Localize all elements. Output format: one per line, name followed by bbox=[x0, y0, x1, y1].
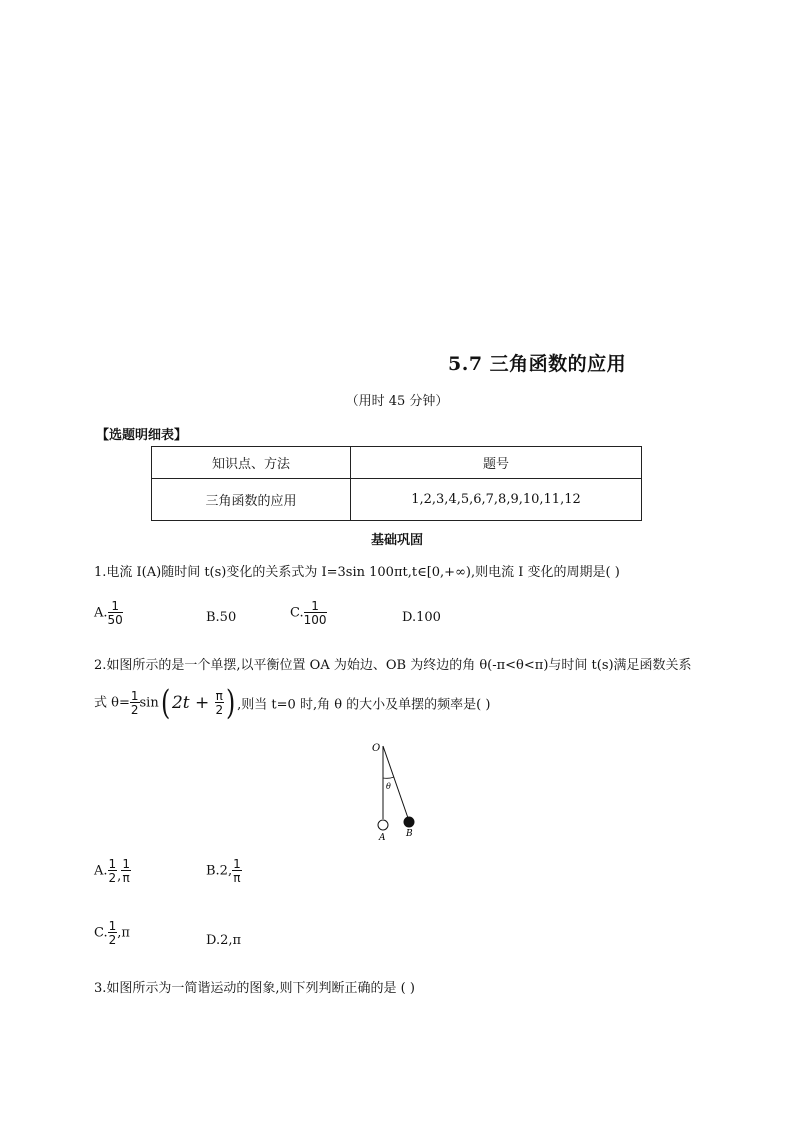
formula-coefficient bbox=[130, 690, 140, 716]
fraction-numerator: 1 bbox=[108, 919, 117, 933]
formula-prefix: 式 θ= bbox=[94, 695, 130, 711]
q2-option-c bbox=[94, 920, 130, 946]
left-paren: ( bbox=[160, 683, 170, 723]
table-header-row bbox=[152, 447, 642, 479]
question-3-text: 3.如图所示为一简谐运动的图象,则下列判断正确的是 ( ) bbox=[94, 981, 415, 996]
question-1-text: 1.电流 I(A)随时间 t(s)变化的关系式为 I=3sin 100πt,t∈[0,+∞),则电流 I 变化的周期是( ) bbox=[94, 565, 620, 580]
formula-inner: 2t + bbox=[171, 693, 215, 713]
q1-option-d: D.100 bbox=[402, 610, 441, 625]
fraction-numerator: 1 bbox=[304, 600, 327, 613]
table-cell-topic: 三角函数的应用 bbox=[152, 479, 351, 521]
q2-option-b-fraction bbox=[232, 858, 242, 884]
question-2-formula-line bbox=[94, 683, 491, 723]
fraction-denominator: 2 bbox=[108, 871, 117, 885]
formula-suffix: ,则当 t=0 时,角 θ 的大小及单摆的频率是( ) bbox=[237, 697, 491, 713]
label-a: A bbox=[379, 833, 386, 843]
q1-option-a-label: A. bbox=[94, 605, 108, 621]
fraction-denominator: 2 bbox=[130, 703, 139, 717]
pendulum-figure bbox=[366, 740, 426, 844]
fraction-denominator: π bbox=[122, 871, 130, 885]
fraction-denominator: 100 bbox=[303, 613, 327, 627]
fraction-numerator: 1 bbox=[130, 689, 139, 703]
q1-option-a-fraction bbox=[108, 600, 123, 626]
angle-arc bbox=[383, 777, 394, 778]
fraction-numerator: 1 bbox=[108, 857, 117, 871]
question-2-text: 2.如图所示的是一个单摆,以平衡位置 OA 为始边、OB 为终边的角 θ(-π<θ<π)与时间 t(s)满足函数关系 bbox=[94, 658, 692, 673]
label-o: O bbox=[372, 743, 381, 754]
fraction-numerator: π bbox=[215, 689, 223, 703]
label-theta: θ bbox=[386, 782, 391, 791]
page-title: 5.7 三角函数的应用 bbox=[448, 353, 627, 375]
question-selection-table bbox=[151, 446, 642, 521]
q1-option-c-label: C. bbox=[290, 605, 304, 621]
fraction-numerator: 1 bbox=[233, 857, 241, 871]
bob-position-a bbox=[378, 820, 388, 830]
q1-option-a bbox=[94, 600, 123, 626]
section-title: 基础巩固 bbox=[370, 533, 423, 548]
bob-position-b bbox=[404, 817, 414, 827]
q2-option-c-fraction bbox=[108, 920, 118, 946]
table-label: 【选题明细表】 bbox=[96, 428, 188, 443]
table-row bbox=[152, 479, 642, 521]
fraction-denominator: 2 bbox=[108, 933, 117, 947]
fraction-denominator: 50 bbox=[107, 613, 123, 627]
fraction-numerator: 1 bbox=[122, 857, 130, 871]
right-paren: ) bbox=[225, 683, 236, 723]
table-header-topic: 知识点、方法 bbox=[152, 447, 351, 479]
formula-inner-fraction bbox=[215, 690, 224, 716]
formula-function: sin bbox=[139, 695, 159, 711]
fraction-numerator: 1 bbox=[108, 600, 123, 613]
q2-option-d: D.2,π bbox=[206, 933, 242, 948]
q2-option-a-fraction-2 bbox=[121, 858, 131, 884]
time-note: （用时 45 分钟） bbox=[345, 394, 449, 409]
q2-option-a bbox=[94, 858, 131, 884]
table-cell-numbers: 1,2,3,4,5,6,7,8,9,10,11,12 bbox=[351, 479, 642, 521]
q2-option-c-tail: ,π bbox=[117, 925, 130, 941]
q2-option-c-label: C. bbox=[94, 925, 108, 941]
q2-option-a-fraction-1 bbox=[108, 858, 118, 884]
table-header-numbers: 题号 bbox=[351, 447, 642, 479]
q2-option-b-label: B.2, bbox=[206, 863, 233, 879]
q1-option-c bbox=[290, 600, 327, 626]
q2-option-a-label: A. bbox=[94, 863, 108, 879]
q1-option-b: B.50 bbox=[206, 610, 237, 625]
fraction-denominator: π bbox=[233, 871, 241, 885]
fraction-denominator: 2 bbox=[215, 703, 224, 717]
label-b: B bbox=[406, 829, 413, 839]
comma: , bbox=[117, 869, 122, 884]
q1-option-c-fraction bbox=[304, 600, 327, 626]
q2-option-b bbox=[206, 858, 242, 884]
